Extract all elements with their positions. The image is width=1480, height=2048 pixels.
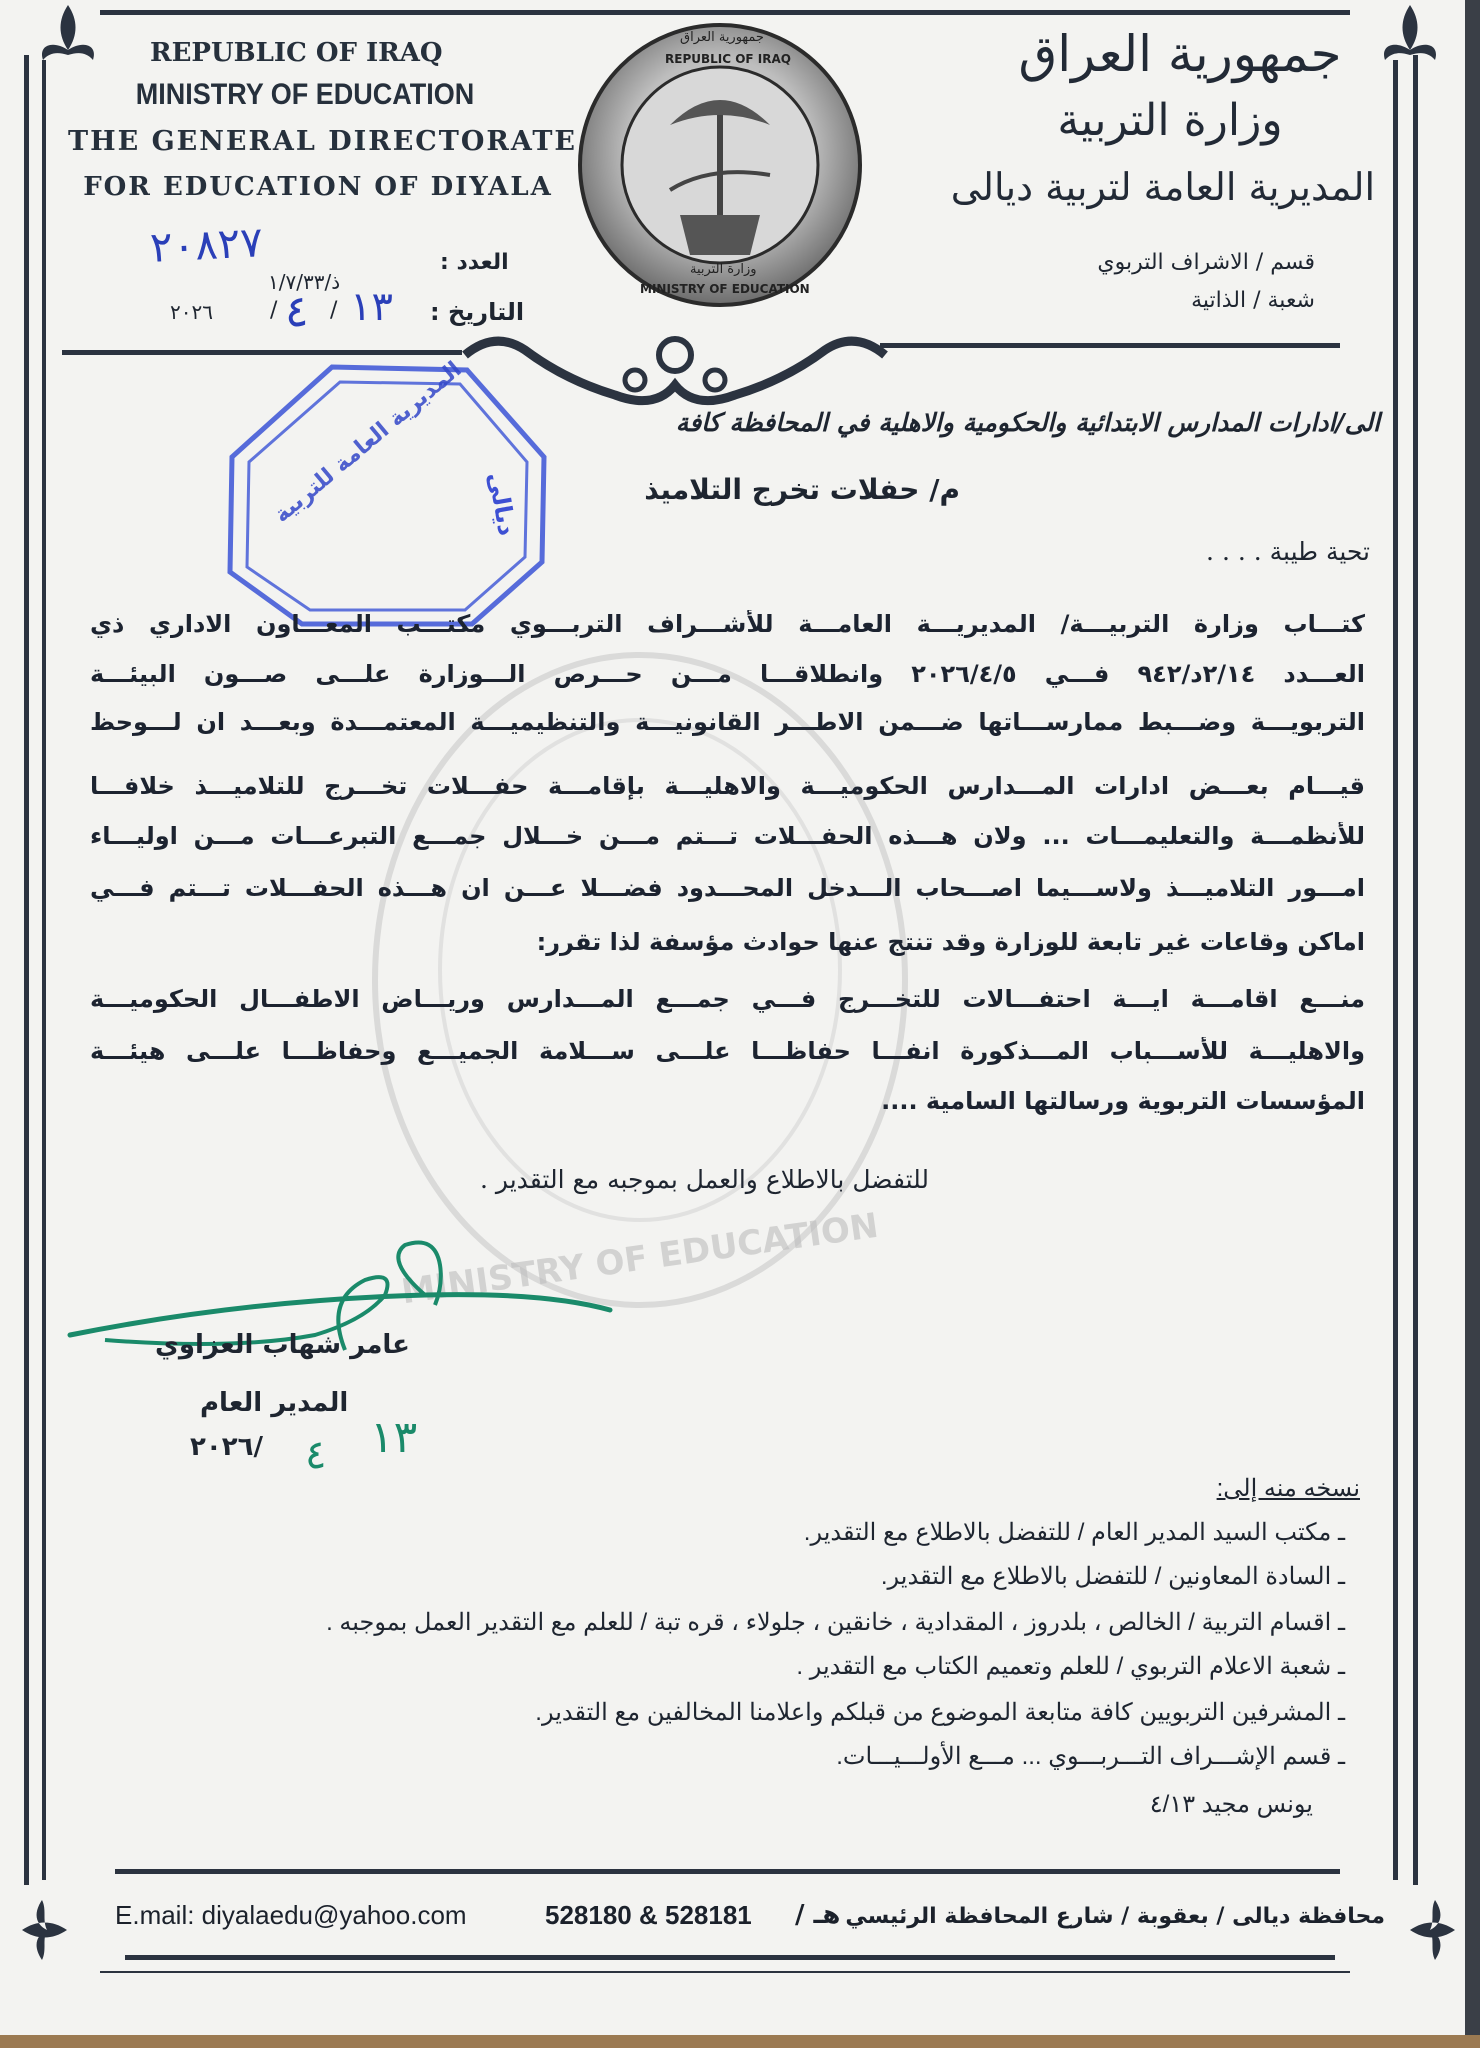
copies-item: ـ المشرفين التربويين كافة متابعة الموضوع من قبلكم واعلامنا المخالفين مع التقدير. (535, 1699, 1345, 1726)
svg-text:MINISTRY OF EDUCATION: MINISTRY OF EDUCATION (398, 1205, 881, 1313)
stamp-text-side: ديالى (482, 470, 522, 538)
header-en-line3: THE GENERAL DIRECTORATE (68, 126, 577, 157)
footer-phones: 528180 & 528181 (545, 1900, 752, 1930)
signature-date-handwritten-day: ١٣ (370, 1412, 418, 1463)
footer-bottom-rule (125, 1955, 1335, 1960)
seal-bottom-arabic: وزارة التربية (690, 262, 757, 277)
reference-number-value: ذ/١/٧/٣٣ (268, 270, 341, 294)
footer-email: E.mail: diyalaedu@yahoo.com (115, 1900, 467, 1930)
signatory-name: عامر شهاب العزاوي (155, 1330, 410, 1360)
copies-item: ـ مكتب السيد المدير العام / للتفضل بالاطلاع مع التقدير. (803, 1519, 1345, 1546)
copies-initials: يونس مجيد ٤/١٣ (1149, 1791, 1313, 1818)
fleur-de-lis-icon-bottom-right (1395, 1890, 1465, 1970)
body-line: التربويـــة وضـــبط ممارســـاتها ضـــمن الاطـــر القانونيـــة والتنظيميـــة المعتمـــدة وبعـــد ان لـــوحظ (90, 708, 1365, 736)
header-ar-line2: وزارة التربية (1057, 95, 1283, 146)
signatory-title: المدير العام (200, 1388, 349, 1418)
frame-left-inner (42, 60, 46, 1880)
signature-date-year: /٢٠٢٦ (190, 1432, 263, 1462)
copies-heading: نسخه منه إلى: (1216, 1475, 1360, 1502)
reference-date-handwritten-month: ٤ (285, 286, 309, 337)
header-divider-right (880, 343, 1340, 348)
seal-top-english: REPUBLIC OF IRAQ (665, 52, 791, 66)
body-line: امـــور التلاميـــذ ولاســـيما اصـــحاب الـــدخل المحـــدود فضـــلا عـــن ان هـــذه الحفـــلات تـــتم فـــي (90, 874, 1365, 902)
frame-right-inner (1393, 60, 1398, 1880)
letter-recipient: الى/ادارات المدارس الابتدائية والحكومية والاهلية في المحافظة كافة (675, 408, 1380, 437)
footer-address: محافظة ديالى / بعقوبة / شارع المحافظة الرئيسي (845, 1904, 1385, 1929)
header-ar-line1: جمهورية العراق (1018, 25, 1342, 83)
reference-number-handwritten: ٢٠٨٢٧ (148, 217, 265, 272)
header-en-line2: MINISTRY OF EDUCATION (135, 78, 475, 111)
frame-left-outer (24, 55, 29, 1885)
header-ar-line3: المديرية العامة لتربية ديالى (950, 165, 1375, 209)
reference-date-handwritten-day: ١٣ (350, 284, 393, 330)
reference-date-label: التاريخ : (430, 298, 525, 326)
seal-bottom-english: MINISTRY OF EDUCATION (640, 282, 810, 296)
copies-item: ـ قسم الإشـــراف التـــربـــوي ... مـــع الأولـــيـــات. (836, 1743, 1345, 1770)
desk-background (0, 2035, 1480, 2048)
letter-closing: للتفضل بالاطلاع والعمل بموجبه مع التقدير . (480, 1165, 930, 1194)
header-en-line1: REPUBLIC OF IRAQ (150, 38, 443, 68)
body-line: والاهليـــة للأســـباب المـــذكورة انفـــا حفاظـــا علـــى ســـلامة الجميـــع وحفاظـــا علـــى هيئـــة (90, 1037, 1365, 1065)
body-line: كتـــاب وزارة التربيـــة/ المديريـــة العامـــة للأشـــراف التربـــوي مكتـــب المعـــاون الاداري ذي (90, 610, 1365, 638)
watermark-seal (360, 640, 920, 1320)
body-line: اماكن وقاعات غير تابعة للوزارة وقد تنتج عنها حوادث مؤسفة لذا تقرر: (536, 928, 1365, 956)
copies-item: ـ السادة المعاونين / للتفضل بالاطلاع مع التقدير. (880, 1563, 1345, 1590)
footer-top-rule (115, 1869, 1340, 1874)
body-line: للأنظمـــة والتعليمـــات ... ولان هـــذه الحفـــلات تـــتم مـــن خـــلال جمـــع التبرعـــات مـــن اوليـــاء (90, 822, 1365, 850)
letter-greeting: تحية طيبة . . . . (1206, 537, 1370, 566)
body-line: منـــع اقامـــة ايـــة احتفـــالات للتخـــرج فـــي جمـــع المـــدارس وريـــاض الاطفـــال الحكوميـــة (90, 985, 1365, 1013)
reference-date-separator: / (330, 298, 338, 323)
reference-date-separator-2: / (270, 298, 278, 323)
header-department: قسم / الاشراف التربوي (1097, 250, 1315, 275)
footer-phone-label: هـ / (795, 1900, 841, 1930)
footer-bottom-rule-thin (100, 1971, 1350, 1973)
body-line: العـــدد ٢/١٤د/٩٤٢ فـــي ٢٠٢٦/٤/٥ وانطلاقـــا مـــن حـــرص الـــوزارة علـــى صـــون البيئـــة (90, 660, 1365, 688)
reference-number-label: العدد : (440, 250, 509, 275)
frame-right-outer (1413, 55, 1418, 1885)
header-divider-left (62, 350, 462, 355)
copies-item: ـ اقسام التربية / الخالص ، بلدروز ، المقدادية ، خانقين ، جلولاء ، قره تبة / للعلم مع التقدير العمل بموجبه . (326, 1609, 1345, 1636)
body-line: قيـــام بعـــض ادارات المـــدارس الحكوميـــة والاهليـــة بإقامـــة حفـــلات تخـــرج للتلاميـــذ خلافـــا (90, 772, 1365, 800)
stamp-text-top: المديرية العامة للتربية (269, 357, 467, 528)
letter-subject: م/ حفلات تخرج التلاميذ (644, 473, 960, 506)
body-line: المؤسسات التربوية ورسالتها السامية .... (881, 1087, 1365, 1115)
header-section: شعبة / الذاتية (1191, 288, 1315, 313)
fleur-de-lis-icon-bottom-left (12, 1890, 82, 1970)
copies-item: ـ شعبة الاعلام التربوي / للعلم وتعميم الكتاب مع التقدير . (796, 1653, 1345, 1680)
reference-date-year: ٢٠٢٦ (170, 300, 213, 324)
fleur-de-lis-icon-top-right (1370, 0, 1450, 70)
seal-top-arabic: جمهورية العراق (680, 30, 764, 45)
signature-date-handwritten-month: ٤ (305, 1432, 327, 1478)
header-en-line4: FOR EDUCATION OF DIYALA (83, 172, 553, 202)
fleur-de-lis-icon-top-left (28, 0, 108, 70)
